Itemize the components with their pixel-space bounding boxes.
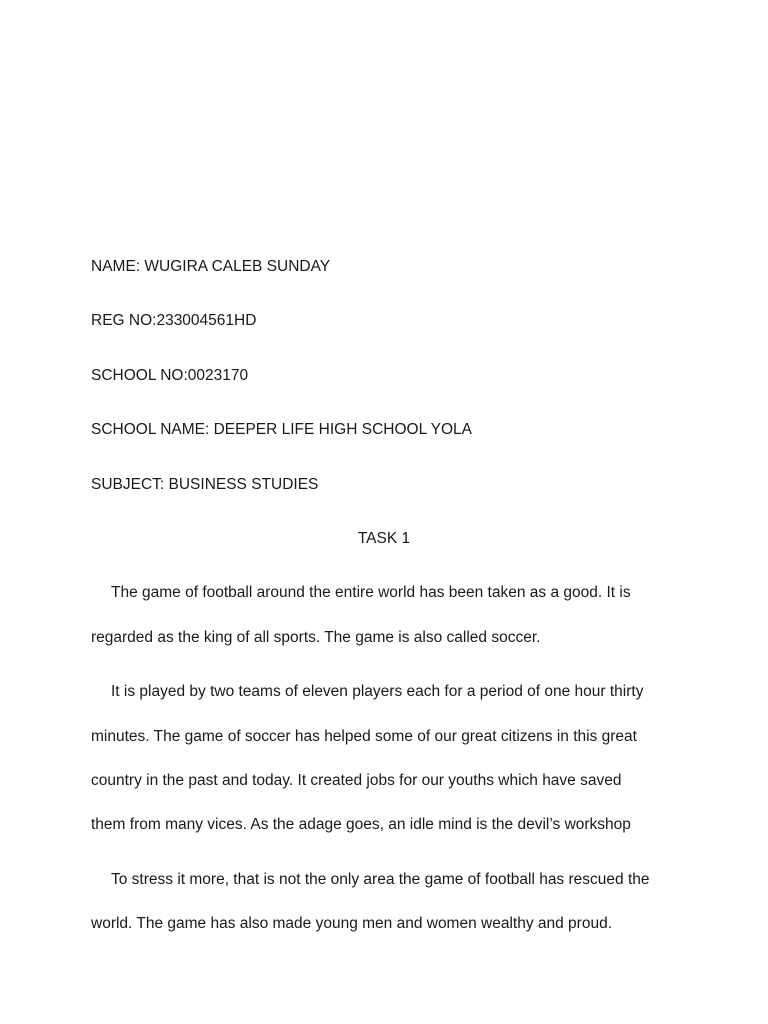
paragraph-line: them from many vices. As the adage goes, an idle mind is the devil’s workshop xyxy=(91,816,631,833)
paragraph-line: The game of football around the entire world has been taken as a good. It is xyxy=(111,584,631,601)
paragraph-line: It is played by two teams of eleven players each for a period of one hour thirty xyxy=(111,683,644,700)
student-name: NAME: WUGIRA CALEB SUNDAY xyxy=(91,258,331,275)
school-number: SCHOOL NO:0023170 xyxy=(91,367,249,384)
paragraph-line: To stress it more, that is not the only area the game of football has rescued the xyxy=(111,871,650,888)
paragraph-line: regarded as the king of all sports. The game is also called soccer. xyxy=(91,629,541,646)
paragraph-line: minutes. The game of soccer has helped some of our great citizens in this great xyxy=(91,728,637,745)
task-title: TASK 1 xyxy=(357,530,411,547)
paragraph-line: world. The game has also made young men and women wealthy and proud. xyxy=(91,915,612,932)
subject: SUBJECT: BUSINESS STUDIES xyxy=(91,476,319,493)
registration-number: REG NO:233004561HD xyxy=(91,312,257,329)
paragraph-line: country in the past and today. It created jobs for our youths which have saved xyxy=(91,772,622,789)
school-name: SCHOOL NAME: DEEPER LIFE HIGH SCHOOL YOLA xyxy=(91,421,472,438)
